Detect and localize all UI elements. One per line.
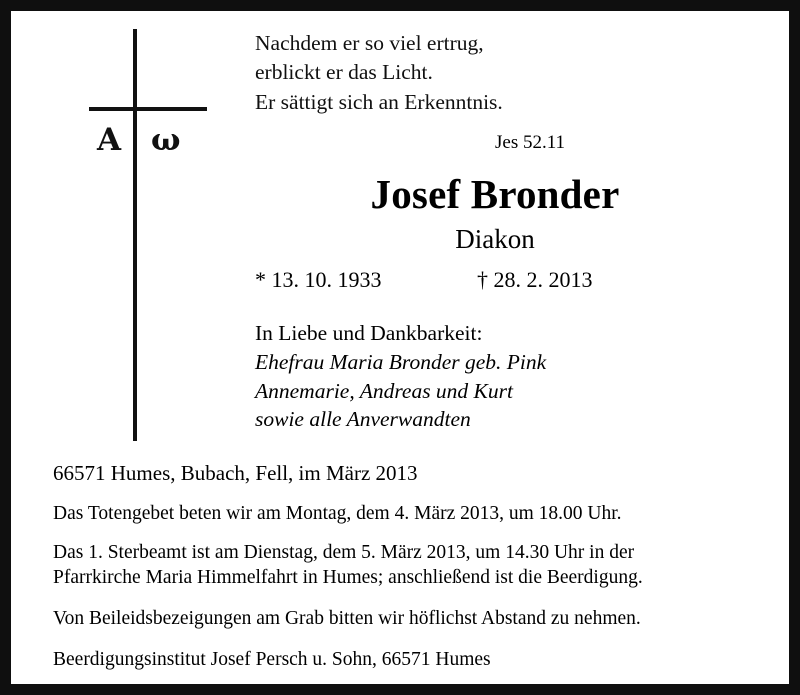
condolences-line: Von Beileidsbezeigungen am Grab bitten wir höflichst Abstand zu nehmen. [53,607,641,629]
birth-date: * 13. 10. 1933 [255,267,382,293]
mass-line-1: Das 1. Sterbeamt ist am Dienstag, dem 5. März 2013, um 14.30 Uhr in der [53,541,635,563]
verse-block [255,29,767,117]
dedication-heading: In Liebe und Dankbarkeit: [255,321,483,346]
mass-info [53,541,767,591]
verse-line-3: Er sättigt sich an Erkenntnis. [255,89,503,114]
funeral-home-line: Beerdigungsinstitut Josef Persch u. Sohn, 66571 Humes [53,648,491,670]
omega-symbol: ω [151,122,181,158]
verse-line-2: erblickt er das Licht. [255,60,433,85]
prayer-line: Das Totengebet beten wir am Montag, dem 4. März 2013, um 18.00 Uhr. [53,502,622,524]
mass-line-2: Pfarrkirche Maria Himmelfahrt in Humes; anschließend ist die Beerdigung. [53,566,643,588]
deceased-name: Josef Bronder [370,171,620,218]
prayer-info [53,502,767,527]
place-and-date-line: 66571 Humes, Bubach, Fell, im März 2013 [53,460,418,485]
death-date: † 28. 2. 2013 [477,267,593,293]
dedication-block [255,319,767,433]
alpha-symbol: A [97,122,122,158]
life-dates [255,267,767,293]
verse-reference: Jes 52.11 [495,132,566,154]
cross-vertical-bar [133,29,137,441]
dedication-line-2: Annemarie, Andreas und Kurt [255,378,513,403]
dedication-line-1: Ehefrau Maria Bronder geb. Pink [255,349,547,374]
cross-horizontal-bar [89,107,207,111]
condolences-info [53,607,767,632]
dedication-line-3: sowie alle Anverwandten [255,407,471,432]
funeral-home-info [53,648,767,673]
cross-emblem [89,29,219,441]
obituary-inner [11,11,789,684]
verse-line-1: Nachdem er so viel ertrug, [255,31,484,55]
deceased-role: Diakon [455,224,535,255]
